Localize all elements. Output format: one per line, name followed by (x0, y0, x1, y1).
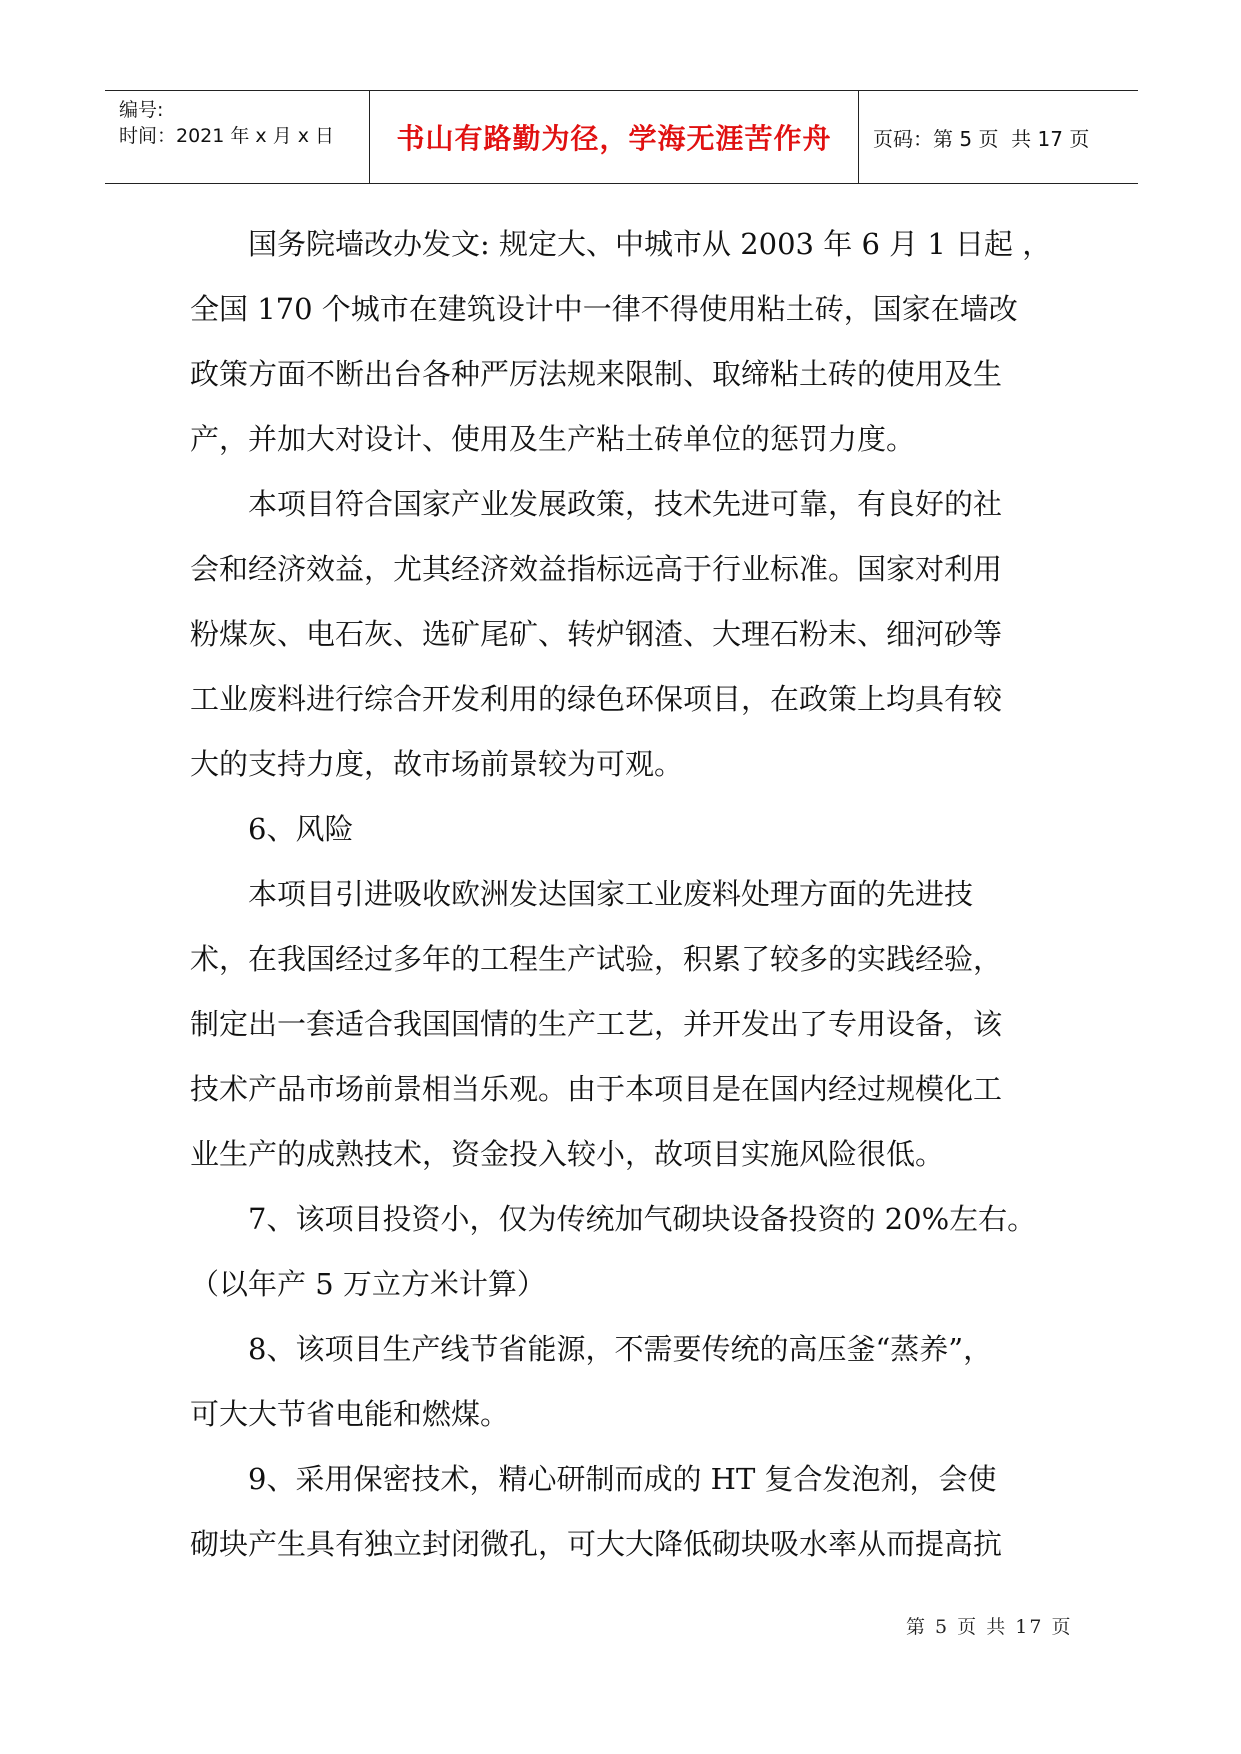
body-line: 可大大节省电能和燃煤。 (190, 1397, 510, 1431)
body-line: 会和经济效益，尤其经济效益指标远高于行业标准。国家对利用 (190, 552, 1003, 586)
body-line: 产，并加大对设计、使用及生产粘土砖单位的惩罚力度。 (190, 422, 916, 456)
document-body (190, 212, 1070, 1577)
body-line: 7、该项目投资小，仅为传统加气砌块设备投资的 20%左右。 (190, 1202, 1037, 1236)
document-time-label: 时间：2021 年 x 月 x 日 (119, 125, 335, 147)
body-line: 业生产的成熟技术，资金投入较小，故项目实施风险很低。 (190, 1137, 945, 1171)
body-line: 术，在我国经过多年的工程生产试验，积累了较多的实践经验， (190, 942, 1003, 976)
page-header (105, 90, 1138, 184)
body-line: 大的支持力度，故市场前景较为可观。 (190, 747, 684, 781)
body-line: 国务院墙改办发文: 规定大、中城市从 2003 年 6 月 1 日起 ， (190, 227, 1052, 261)
body-line: 技术产品市场前景相当乐观。由于本项目是在国内经过规模化工 (190, 1072, 1003, 1106)
document-number-label: 编号: (119, 99, 164, 121)
header-motto: 书山有路勤为径，学海无涯苦作舟 (370, 91, 859, 183)
body-line: 粉煤灰、电石灰、选矿尾矿、转炉钢渣、大理石粉末、细河砂等 (190, 617, 1003, 651)
body-line: 政策方面不断出台各种严厉法规来限制、取缔粘土砖的使用及生 (190, 357, 1003, 391)
body-line: 本项目符合国家产业发展政策，技术先进可靠，有良好的社 (190, 487, 1003, 521)
body-line: 8、该项目生产线节省能源，不需要传统的高压釜“蒸养”， (190, 1332, 993, 1366)
body-line: 制定出一套适合我国国情的生产工艺，并开发出了专用设备，该 (190, 1007, 1003, 1041)
header-page-info: 页码：第 5 页 共 17 页 (873, 126, 1090, 151)
header-meta-cell (105, 91, 370, 183)
body-line: 砌块产生具有独立封闭微孔，可大大降低砌块吸水率从而提高抗 (190, 1527, 1003, 1561)
section-heading-risk: 6、风险 (190, 812, 354, 846)
body-line: 本项目引进吸收欧洲发达国家工业废料处理方面的先进技 (190, 877, 974, 911)
body-line: 9、采用保密技术，精心研制而成的 HT 复合发泡剂，会使 (190, 1462, 997, 1496)
body-line: 工业废料进行综合开发利用的绿色环保项目，在政策上均具有较 (190, 682, 1003, 716)
page-footer-number: 第 5 页 共 17 页 (906, 1616, 1073, 1638)
body-line: 全国 170 个城市在建筑设计中一律不得使用粘土砖，国家在墙改 (190, 292, 1018, 326)
body-line: （以年产 5 万立方米计算） (190, 1267, 546, 1301)
